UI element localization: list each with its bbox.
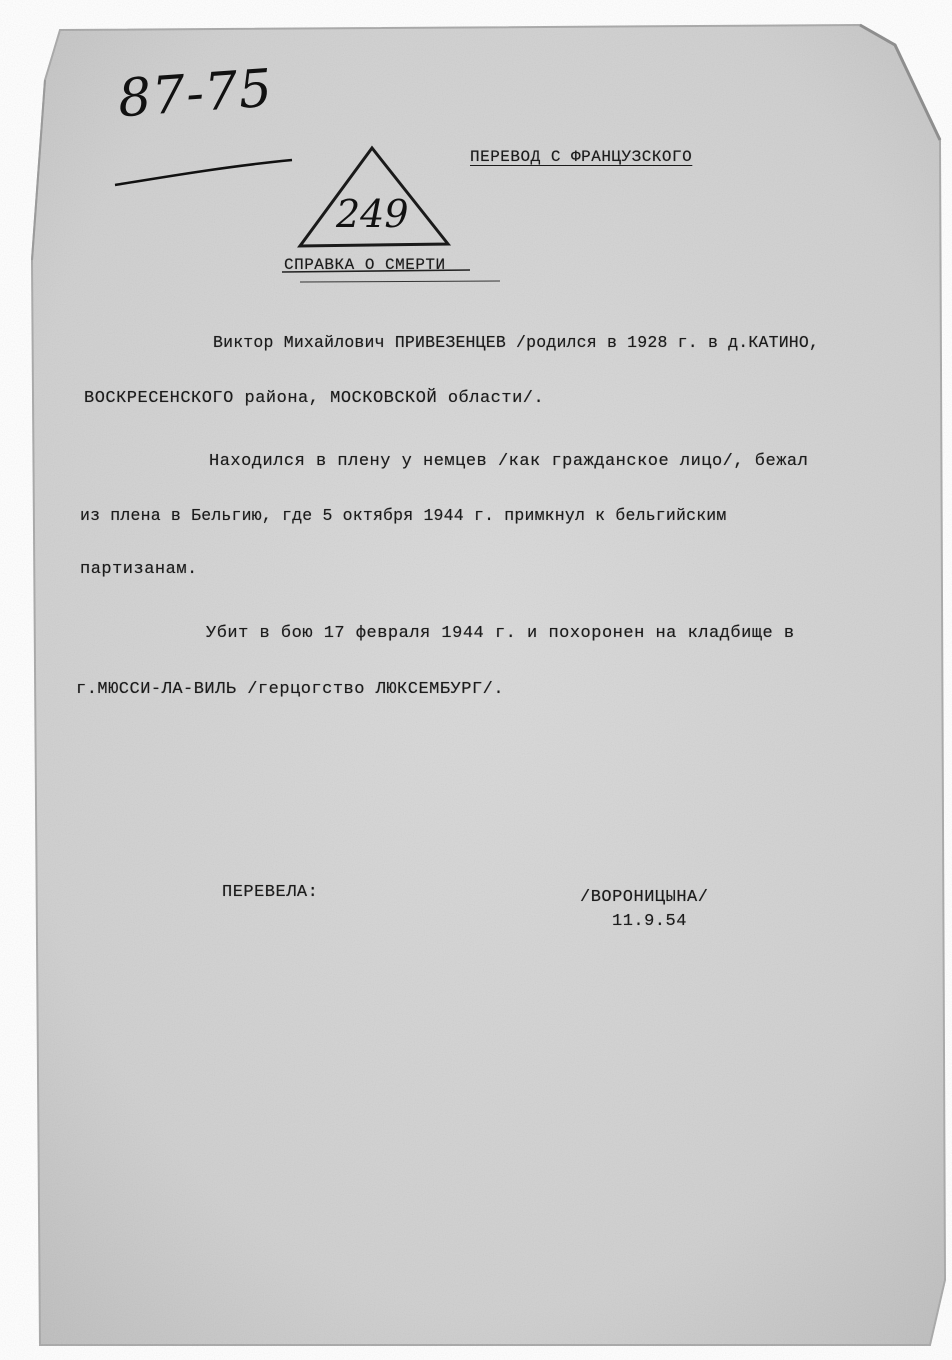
paragraph-2-line-2: из плена в Бельгию, где 5 октября 1944 г. примкнул к бельгийским	[80, 506, 727, 525]
document-title: СПРАВКА О СМЕРТИ	[284, 256, 446, 274]
signature-label: ПЕРЕВЕЛА:	[222, 883, 319, 902]
translator-name: /ВОРОНИЦЫНА/	[580, 888, 709, 907]
paragraph-3-line-1: Убит в бою 17 февраля 1944 г. и похоронен на кладбище в	[206, 624, 795, 643]
signature-date: 11.9.54	[612, 912, 687, 931]
stamp-number: 249	[336, 192, 409, 236]
paragraph-1-line-1: Виктор Михайлович ПРИВЕЗЕНЦЕВ /родился в 1928 г. в д.КАТИНО,	[213, 333, 820, 352]
paragraph-3-line-2: г.МЮССИ-ЛА-ВИЛЬ /герцогство ЛЮКСЕМБУРГ/.	[76, 680, 505, 699]
paragraph-2-line-1: Находился в плену у немцев /как гражданское лицо/, бежал	[209, 452, 809, 471]
translation-header: ПЕРЕВОД С ФРАНЦУЗСКОГО	[470, 148, 693, 166]
paragraph-1-line-2: ВОСКРЕСЕНСКОГО района, МОСКОВСКОЙ области/.	[84, 389, 545, 408]
archive-number: 87-75	[116, 58, 275, 130]
paragraph-2-line-3: партизанам.	[80, 560, 198, 579]
